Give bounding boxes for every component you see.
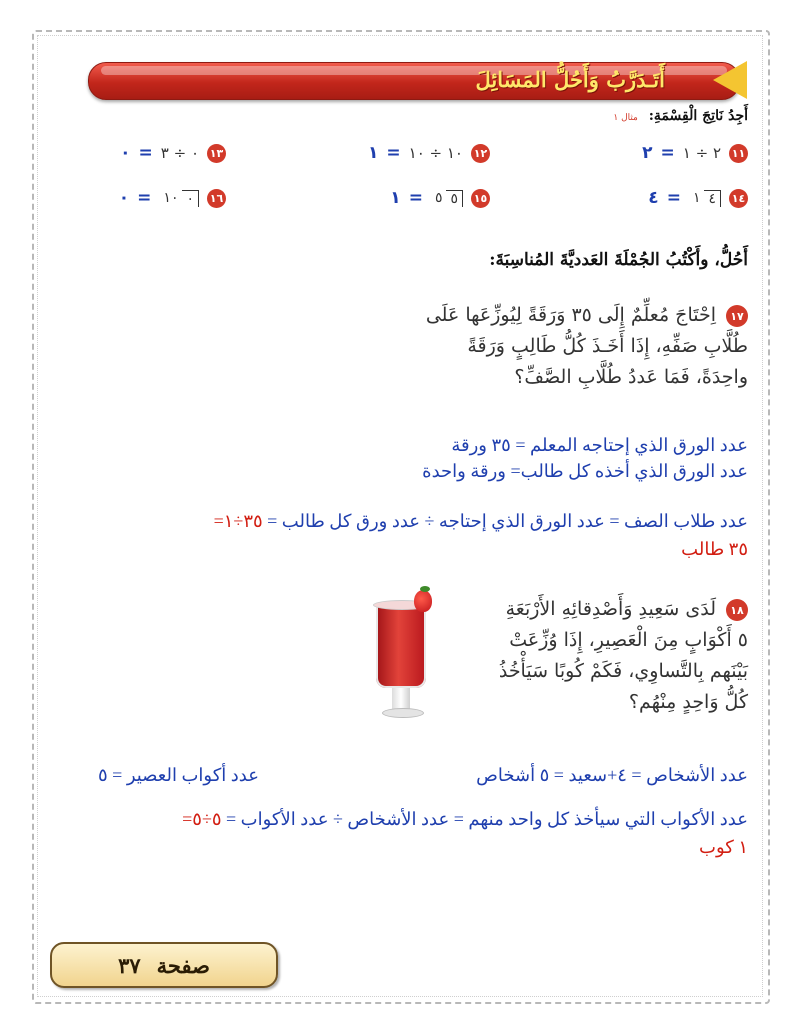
divisor: ١ <box>692 189 701 206</box>
exercise-answer: ١ <box>368 143 379 163</box>
answer18-line2 <box>182 806 748 832</box>
exercise-answer: ٢ <box>642 143 653 163</box>
dividend: ٤ <box>704 190 721 207</box>
equals-sign: = <box>408 188 423 208</box>
divisor: ١٠ <box>163 189 179 206</box>
answer17-line1: عدد الورق الذي إحتاجه المعلم = ٣٥ ورقة <box>451 435 748 455</box>
answer18-people: عدد الأشخاص = ٤+سعيد = ٥ أشخاص <box>476 765 748 785</box>
page-number: ٣٧ <box>118 952 141 978</box>
problem-line: واحِدَةً، فَمَا عَددُ طُلَّابِ الصَّفِّ؟ <box>514 366 748 388</box>
equals-sign: = <box>137 188 152 208</box>
exercise-14 <box>648 188 748 208</box>
problem-number: ١٧ <box>726 305 748 327</box>
exercise-number: ١٢ <box>471 144 490 163</box>
glass-stem <box>392 688 410 710</box>
page-label: صفحة <box>156 952 210 978</box>
exercise-number: ١٥ <box>471 189 490 208</box>
problem-line-text: اِحْتَاجَ مُعلِّمٌ إِلَى ٣٥ وَرَقَةً لِيُوزِّعَها عَلَى <box>425 304 716 326</box>
banner-arrow-icon <box>713 61 747 99</box>
exercise-number: ١٣ <box>207 144 226 163</box>
glass-base <box>382 708 424 718</box>
problem-18 <box>499 594 748 718</box>
exercise-13 <box>120 143 226 163</box>
answer18-result: ١ كوب <box>699 837 748 857</box>
problem-line: طُلَّابِ صَفِّهِ، إِذَا أَخَـذَ كُلُّ طَالِبٍ وَرَقَةً <box>467 335 748 357</box>
banner-title: أَتَـدَرَّبُ وَأَحُلُّ المَسَائِلَ <box>475 67 665 92</box>
exercise-expression: ٢ ÷ ١ <box>682 144 721 162</box>
dividend: ٥ <box>446 190 463 207</box>
exercise-number: ١١ <box>729 144 748 163</box>
equals-sign: = <box>386 143 401 163</box>
strawberry-leaf <box>420 586 430 592</box>
answer18-equation: عدد الأكواب التي سيأخذ كل واحد منهم = عدد الأشخاص ÷ عدد الأكواب = <box>221 809 748 829</box>
equals-sign: = <box>666 188 681 208</box>
problem-line: بَيْنَهم بِالتَّساوِي، فَكَمْ كُوبًا سَيَأْخُذُ <box>498 660 748 682</box>
example-reference: مثال ١ <box>613 113 638 123</box>
answer17-equation: عدد طلاب الصف = عدد الورق الذي إحتاجه ÷ عدد ورق كل طالب = <box>262 511 748 531</box>
exercise-15 <box>390 188 490 208</box>
equals-sign: = <box>138 143 153 163</box>
exercise-expression: ١٠ ÷ ١٠ <box>408 144 463 162</box>
answer17-line2: عدد الورق الذي أخذه كل طالب= ورقة واحدة <box>422 461 748 481</box>
section-heading: أَحُلُّ، وأَكْتُبُ الجُمْلَةَ العَدديَّةَ المُناسِبَةَ: <box>489 250 748 270</box>
exercise-12 <box>368 143 490 163</box>
answer18-calculation: ٥÷٥= <box>182 809 222 829</box>
long-division <box>431 190 463 207</box>
exercise-answer: ٠ <box>120 143 131 163</box>
exercise-expression: ٠ ÷ ٣ <box>160 144 199 162</box>
equals-sign: = <box>660 143 675 163</box>
answer17-calculation: ٣٥÷١= <box>213 511 263 531</box>
exercise-16 <box>119 188 226 208</box>
problem-number: ١٨ <box>726 599 748 621</box>
problem-line: ٥ أَكْوَابٍ مِنَ الْعَصِيرِ، إِذَا وُزِّعَتْ <box>509 629 748 651</box>
exercise-answer: ٠ <box>118 188 130 208</box>
problem-line: كُلُّ وَاحِدٍ مِنْهُم؟ <box>628 691 748 713</box>
long-division <box>159 190 199 207</box>
problem-line <box>499 594 748 625</box>
instruction-text: أَجِدُ نَاتِجَ الْقِسْمَةِ: <box>648 108 748 124</box>
answer17-line3 <box>214 508 748 534</box>
dividend: ٠ <box>182 190 199 207</box>
divisor: ٥ <box>434 189 443 206</box>
exercise-number: ١٦ <box>207 189 226 208</box>
long-division <box>689 190 721 207</box>
instruction <box>613 108 748 124</box>
exercise-number: ١٤ <box>729 189 748 208</box>
problem-line <box>426 300 748 331</box>
answer17-result: ٣٥ طالب <box>681 539 748 559</box>
section-banner <box>88 62 740 100</box>
exercise-answer: ١ <box>390 188 401 208</box>
strawberry-icon <box>414 590 432 612</box>
glass-body <box>376 604 426 688</box>
exercise-11 <box>642 143 748 163</box>
problem-line-text: لَدَى سَعِيدِ وَأَصْدِقائِهِ الأَرْبَعَةِ <box>505 598 716 620</box>
answer18-cups: عدد أكواب العصير = ٥ <box>98 765 259 785</box>
juice-glass-image <box>370 588 436 728</box>
page-number-badge <box>50 942 278 988</box>
problem-17 <box>426 300 748 393</box>
exercise-answer: ٤ <box>648 188 659 208</box>
